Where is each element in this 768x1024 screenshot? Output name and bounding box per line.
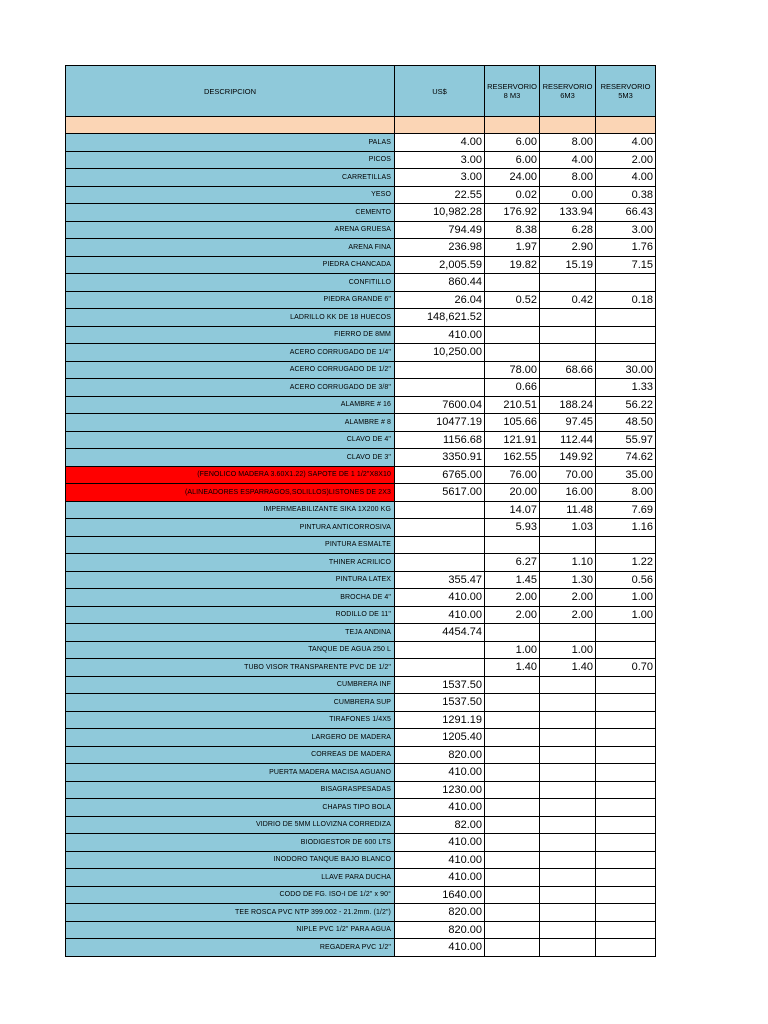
description-cell[interactable]: REGADERA PVC 1/2": [66, 939, 395, 957]
uss-cell[interactable]: 794.49: [395, 221, 485, 239]
table-row: [66, 606, 656, 624]
table-row: [66, 694, 656, 712]
reservorio-8m3-cell[interactable]: [485, 816, 540, 834]
reservorio-6m3-cell[interactable]: [540, 676, 596, 694]
uss-cell[interactable]: 3.00: [395, 169, 485, 187]
empty-cell[interactable]: [596, 117, 656, 134]
reservorio-6m3-cell[interactable]: 0.42: [540, 291, 596, 309]
reservorio-6m3-cell[interactable]: [540, 781, 596, 799]
description-cell[interactable]: THINER ACRILICO: [66, 554, 395, 572]
description-cell[interactable]: CUMBRERA SUP: [66, 694, 395, 712]
reservorio-8m3-cell[interactable]: 1.40: [485, 659, 540, 677]
uss-cell[interactable]: 3350.91: [395, 449, 485, 467]
reservorio-6m3-cell[interactable]: [540, 536, 596, 554]
uss-cell[interactable]: [395, 519, 485, 537]
reservorio-5m3-cell[interactable]: [596, 326, 656, 344]
table-row: [66, 799, 656, 817]
reservorio-6m3-cell[interactable]: 97.45: [540, 414, 596, 432]
reservorio-6m3-cell[interactable]: [540, 711, 596, 729]
uss-cell[interactable]: 1640.00: [395, 886, 485, 904]
spacer-row: [66, 117, 656, 134]
reservorio-5m3-cell[interactable]: [596, 694, 656, 712]
reservorio-6m3-cell[interactable]: [540, 694, 596, 712]
uss-cell[interactable]: 1537.50: [395, 676, 485, 694]
empty-cell[interactable]: [540, 117, 596, 134]
table-row: [66, 221, 656, 239]
reservorio-8m3-cell[interactable]: 6.00: [485, 134, 540, 152]
table-row: [66, 729, 656, 747]
reservorio-5m3-cell[interactable]: 0.18: [596, 291, 656, 309]
description-cell[interactable]: (ALINEADORES ESPARRAGOS,SOLILLOS)LISTONES DE 2X3: [66, 484, 395, 502]
header-reservorio-6m3[interactable]: RESERVORIO 6M3: [540, 66, 596, 117]
reservorio-8m3-cell[interactable]: 176.92: [485, 204, 540, 222]
uss-cell[interactable]: [395, 659, 485, 677]
uss-cell[interactable]: 22.55: [395, 186, 485, 204]
reservorio-6m3-cell[interactable]: 1.10: [540, 554, 596, 572]
description-cell[interactable]: CODO DE FG. ISO-I DE 1/2" x 90°: [66, 886, 395, 904]
header-reservorio-8m3[interactable]: RESERVORIO 8 M3: [485, 66, 540, 117]
table-row: [66, 396, 656, 414]
reservorio-5m3-cell[interactable]: 7.15: [596, 256, 656, 274]
description-cell[interactable]: ACERO CORRUGADO DE 1/2": [66, 361, 395, 379]
reservorio-5m3-cell[interactable]: 1.16: [596, 519, 656, 537]
reservorio-8m3-cell[interactable]: 19.82: [485, 256, 540, 274]
reservorio-6m3-cell[interactable]: [540, 746, 596, 764]
table-row: [66, 204, 656, 222]
description-cell[interactable]: PUERTA MADERA MACISA AGUANO: [66, 764, 395, 782]
reservorio-8m3-cell[interactable]: 20.00: [485, 484, 540, 502]
reservorio-8m3-cell[interactable]: 1.45: [485, 571, 540, 589]
uss-cell[interactable]: 820.00: [395, 921, 485, 939]
reservorio-8m3-cell[interactable]: 78.00: [485, 361, 540, 379]
reservorio-6m3-cell[interactable]: 2.00: [540, 589, 596, 607]
reservorio-8m3-cell[interactable]: [485, 869, 540, 887]
reservorio-5m3-cell[interactable]: 3.00: [596, 221, 656, 239]
reservorio-6m3-cell[interactable]: [540, 886, 596, 904]
reservorio-5m3-cell[interactable]: 1.33: [596, 379, 656, 397]
reservorio-8m3-cell[interactable]: [485, 781, 540, 799]
reservorio-6m3-cell[interactable]: 4.00: [540, 151, 596, 169]
uss-cell[interactable]: 410.00: [395, 589, 485, 607]
description-cell[interactable]: PINTURA LATEX: [66, 571, 395, 589]
reservorio-5m3-cell[interactable]: 1.22: [596, 554, 656, 572]
empty-cell[interactable]: [66, 117, 395, 134]
reservorio-8m3-cell[interactable]: 162.55: [485, 449, 540, 467]
reservorio-6m3-cell[interactable]: [540, 274, 596, 292]
reservorio-8m3-cell[interactable]: 24.00: [485, 169, 540, 187]
reservorio-6m3-cell[interactable]: 1.30: [540, 571, 596, 589]
reservorio-6m3-cell[interactable]: 6.28: [540, 221, 596, 239]
header-descripcion[interactable]: DESCRIPCION: [66, 66, 395, 117]
materials-table: [65, 65, 656, 957]
reservorio-8m3-cell[interactable]: [485, 764, 540, 782]
reservorio-5m3-cell[interactable]: [596, 781, 656, 799]
reservorio-8m3-cell[interactable]: [485, 921, 540, 939]
reservorio-5m3-cell[interactable]: [596, 309, 656, 327]
table-row: [66, 904, 656, 922]
reservorio-5m3-cell[interactable]: [596, 746, 656, 764]
uss-cell[interactable]: [395, 379, 485, 397]
reservorio-6m3-cell[interactable]: 2.00: [540, 606, 596, 624]
reservorio-8m3-cell[interactable]: [485, 834, 540, 852]
table-row: [66, 344, 656, 362]
uss-cell[interactable]: 236.98: [395, 239, 485, 257]
description-cell[interactable]: ARENA GRUESA: [66, 221, 395, 239]
table-row: [66, 676, 656, 694]
table-row: [66, 186, 656, 204]
table-row: [66, 781, 656, 799]
uss-cell[interactable]: 860.44: [395, 274, 485, 292]
reservorio-6m3-cell[interactable]: [540, 344, 596, 362]
reservorio-5m3-cell[interactable]: [596, 624, 656, 642]
description-cell[interactable]: BROCHA DE 4": [66, 589, 395, 607]
uss-cell[interactable]: [395, 501, 485, 519]
description-cell[interactable]: CLAVO DE 4": [66, 431, 395, 449]
uss-cell[interactable]: [395, 361, 485, 379]
reservorio-5m3-cell[interactable]: 0.56: [596, 571, 656, 589]
uss-cell[interactable]: 10,250.00: [395, 344, 485, 362]
reservorio-8m3-cell[interactable]: [485, 746, 540, 764]
reservorio-6m3-cell[interactable]: [540, 851, 596, 869]
reservorio-6m3-cell[interactable]: [540, 309, 596, 327]
reservorio-5m3-cell[interactable]: 48.50: [596, 414, 656, 432]
table-row: [66, 169, 656, 187]
reservorio-8m3-cell[interactable]: 2.00: [485, 606, 540, 624]
reservorio-5m3-cell[interactable]: [596, 536, 656, 554]
description-cell[interactable]: CONFITILLO: [66, 274, 395, 292]
table-row: [66, 589, 656, 607]
reservorio-8m3-cell[interactable]: 105.66: [485, 414, 540, 432]
reservorio-6m3-cell[interactable]: 133.94: [540, 204, 596, 222]
table-row: [66, 431, 656, 449]
uss-cell[interactable]: 4.00: [395, 134, 485, 152]
uss-cell[interactable]: 410.00: [395, 799, 485, 817]
reservorio-6m3-cell[interactable]: 70.00: [540, 466, 596, 484]
table-row: [66, 466, 656, 484]
reservorio-8m3-cell[interactable]: [485, 886, 540, 904]
description-cell[interactable]: LADRILLO KK DE 18 HUECOS: [66, 309, 395, 327]
table-row: [66, 816, 656, 834]
description-cell[interactable]: ACERO CORRUGADO DE 1/4": [66, 344, 395, 362]
uss-cell[interactable]: [395, 554, 485, 572]
description-cell[interactable]: CUMBRERA INF: [66, 676, 395, 694]
uss-cell[interactable]: 410.00: [395, 764, 485, 782]
table-row: [66, 309, 656, 327]
reservorio-6m3-cell[interactable]: [540, 816, 596, 834]
uss-cell[interactable]: 410.00: [395, 939, 485, 957]
reservorio-8m3-cell[interactable]: 6.27: [485, 554, 540, 572]
reservorio-6m3-cell[interactable]: 15.19: [540, 256, 596, 274]
empty-cell[interactable]: [395, 117, 485, 134]
reservorio-8m3-cell[interactable]: 0.66: [485, 379, 540, 397]
uss-cell[interactable]: [395, 536, 485, 554]
uss-cell[interactable]: 5617.00: [395, 484, 485, 502]
reservorio-5m3-cell[interactable]: 8.00: [596, 484, 656, 502]
header-row: [66, 66, 656, 117]
table-row: [66, 536, 656, 554]
reservorio-6m3-cell[interactable]: 8.00: [540, 169, 596, 187]
description-cell[interactable]: TUBO VISOR TRANSPARENTE PVC DE 1/2": [66, 659, 395, 677]
reservorio-5m3-cell[interactable]: 0.38: [596, 186, 656, 204]
reservorio-6m3-cell[interactable]: 1.40: [540, 659, 596, 677]
header-reservorio-5m3[interactable]: RESERVORIO 5M3: [596, 66, 656, 117]
reservorio-8m3-cell[interactable]: 5.93: [485, 519, 540, 537]
description-cell[interactable]: PIEDRA CHANCADA: [66, 256, 395, 274]
reservorio-8m3-cell[interactable]: [485, 711, 540, 729]
reservorio-5m3-cell[interactable]: [596, 764, 656, 782]
header-uss[interactable]: US$: [395, 66, 485, 117]
reservorio-5m3-cell[interactable]: [596, 711, 656, 729]
description-cell[interactable]: PINTURA ESMALTE: [66, 536, 395, 554]
uss-cell[interactable]: 6765.00: [395, 466, 485, 484]
description-cell[interactable]: ARENA FINA: [66, 239, 395, 257]
description-cell[interactable]: LARGERO DE MADERA: [66, 729, 395, 747]
reservorio-6m3-cell[interactable]: [540, 799, 596, 817]
reservorio-5m3-cell[interactable]: 56.22: [596, 396, 656, 414]
description-cell[interactable]: ACERO CORRUGADO DE 3/8": [66, 379, 395, 397]
reservorio-6m3-cell[interactable]: [540, 921, 596, 939]
uss-cell[interactable]: 3.00: [395, 151, 485, 169]
uss-cell[interactable]: 1156.68: [395, 431, 485, 449]
table-row: [66, 554, 656, 572]
reservorio-6m3-cell[interactable]: 188.24: [540, 396, 596, 414]
reservorio-5m3-cell[interactable]: [596, 799, 656, 817]
table-row: [66, 134, 656, 152]
table-row: [66, 834, 656, 852]
uss-cell[interactable]: 355.47: [395, 571, 485, 589]
uss-cell[interactable]: 410.00: [395, 869, 485, 887]
reservorio-8m3-cell[interactable]: 0.52: [485, 291, 540, 309]
table-row: [66, 869, 656, 887]
reservorio-6m3-cell[interactable]: [540, 729, 596, 747]
reservorio-8m3-cell[interactable]: [485, 676, 540, 694]
uss-cell[interactable]: 10,982.28: [395, 204, 485, 222]
table-row: [66, 239, 656, 257]
table-row: [66, 764, 656, 782]
uss-cell[interactable]: 82.00: [395, 816, 485, 834]
table-row: [66, 256, 656, 274]
reservorio-6m3-cell[interactable]: 16.00: [540, 484, 596, 502]
description-cell[interactable]: CHAPAS TIPO BOLA: [66, 799, 395, 817]
empty-cell[interactable]: [485, 117, 540, 134]
description-cell[interactable]: FIERRO DE 8MM: [66, 326, 395, 344]
description-cell[interactable]: ALAMBRE # 8: [66, 414, 395, 432]
reservorio-6m3-cell[interactable]: [540, 379, 596, 397]
table-row: [66, 361, 656, 379]
reservorio-6m3-cell[interactable]: 1.00: [540, 641, 596, 659]
reservorio-5m3-cell[interactable]: [596, 851, 656, 869]
uss-cell[interactable]: 7600.04: [395, 396, 485, 414]
uss-cell[interactable]: 4454.74: [395, 624, 485, 642]
reservorio-5m3-cell[interactable]: [596, 869, 656, 887]
reservorio-8m3-cell[interactable]: [485, 851, 540, 869]
reservorio-8m3-cell[interactable]: 8.38: [485, 221, 540, 239]
description-cell[interactable]: INODORO TANQUE BAJO BLANCO: [66, 851, 395, 869]
description-cell[interactable]: PALAS: [66, 134, 395, 152]
uss-cell[interactable]: 1291.19: [395, 711, 485, 729]
description-cell[interactable]: TIRAFONES 1/4X5: [66, 711, 395, 729]
uss-cell[interactable]: 1537.50: [395, 694, 485, 712]
uss-cell[interactable]: 10477.19: [395, 414, 485, 432]
table-row: [66, 659, 656, 677]
reservorio-6m3-cell[interactable]: [540, 904, 596, 922]
table-row: [66, 939, 656, 957]
reservorio-6m3-cell[interactable]: [540, 834, 596, 852]
reservorio-8m3-cell[interactable]: 76.00: [485, 466, 540, 484]
uss-cell[interactable]: 148,621.52: [395, 309, 485, 327]
reservorio-5m3-cell[interactable]: [596, 921, 656, 939]
uss-cell[interactable]: 820.00: [395, 746, 485, 764]
reservorio-6m3-cell[interactable]: 2.90: [540, 239, 596, 257]
reservorio-6m3-cell[interactable]: [540, 869, 596, 887]
reservorio-5m3-cell[interactable]: 4.00: [596, 169, 656, 187]
reservorio-5m3-cell[interactable]: 30.00: [596, 361, 656, 379]
reservorio-6m3-cell[interactable]: 149.92: [540, 449, 596, 467]
uss-cell[interactable]: 410.00: [395, 851, 485, 869]
reservorio-6m3-cell[interactable]: 68.66: [540, 361, 596, 379]
table-row: [66, 624, 656, 642]
reservorio-8m3-cell[interactable]: 0.02: [485, 186, 540, 204]
reservorio-5m3-cell[interactable]: [596, 344, 656, 362]
reservorio-5m3-cell[interactable]: [596, 886, 656, 904]
description-cell[interactable]: CLAVO DE 3": [66, 449, 395, 467]
description-cell[interactable]: PICOS: [66, 151, 395, 169]
reservorio-6m3-cell[interactable]: [540, 939, 596, 957]
description-cell[interactable]: LLAVE PARA DUCHA: [66, 869, 395, 887]
table-row: [66, 151, 656, 169]
uss-cell[interactable]: 1205.40: [395, 729, 485, 747]
reservorio-6m3-cell[interactable]: 8.00: [540, 134, 596, 152]
table-row: [66, 711, 656, 729]
reservorio-5m3-cell[interactable]: 66.43: [596, 204, 656, 222]
reservorio-6m3-cell[interactable]: 11.48: [540, 501, 596, 519]
reservorio-8m3-cell[interactable]: [485, 624, 540, 642]
reservorio-5m3-cell[interactable]: [596, 274, 656, 292]
table-row: [66, 921, 656, 939]
description-cell[interactable]: PINTURA ANTICORROSIVA: [66, 519, 395, 537]
description-cell[interactable]: VIDRIO DE 5MM LLOVIZNA CORREDIZA: [66, 816, 395, 834]
table-row: [66, 519, 656, 537]
description-cell[interactable]: RODILLO DE 11": [66, 606, 395, 624]
description-cell[interactable]: TEJA ANDINA: [66, 624, 395, 642]
table-row: [66, 449, 656, 467]
reservorio-8m3-cell[interactable]: 121.91: [485, 431, 540, 449]
reservorio-8m3-cell[interactable]: [485, 799, 540, 817]
reservorio-8m3-cell[interactable]: 14.07: [485, 501, 540, 519]
description-cell[interactable]: TANQUE DE AGUA 250 L: [66, 641, 395, 659]
table-row: [66, 571, 656, 589]
reservorio-5m3-cell[interactable]: 0.70: [596, 659, 656, 677]
reservorio-6m3-cell[interactable]: 112.44: [540, 431, 596, 449]
table-row: [66, 501, 656, 519]
reservorio-5m3-cell[interactable]: 35.00: [596, 466, 656, 484]
description-cell[interactable]: CORREAS DE MADERA: [66, 746, 395, 764]
reservorio-5m3-cell[interactable]: 4.00: [596, 134, 656, 152]
reservorio-8m3-cell[interactable]: [485, 326, 540, 344]
uss-cell[interactable]: 410.00: [395, 606, 485, 624]
table-row: [66, 484, 656, 502]
reservorio-8m3-cell[interactable]: 6.00: [485, 151, 540, 169]
reservorio-8m3-cell[interactable]: [485, 729, 540, 747]
uss-cell[interactable]: 820.00: [395, 904, 485, 922]
reservorio-8m3-cell[interactable]: 2.00: [485, 589, 540, 607]
reservorio-8m3-cell[interactable]: 1.97: [485, 239, 540, 257]
reservorio-8m3-cell[interactable]: [485, 344, 540, 362]
table-row: [66, 326, 656, 344]
reservorio-6m3-cell[interactable]: [540, 326, 596, 344]
reservorio-5m3-cell[interactable]: 1.76: [596, 239, 656, 257]
reservorio-5m3-cell[interactable]: 2.00: [596, 151, 656, 169]
description-cell[interactable]: IMPERMEABILIZANTE SIKA 1X200 KG: [66, 501, 395, 519]
reservorio-8m3-cell[interactable]: 210.51: [485, 396, 540, 414]
reservorio-5m3-cell[interactable]: [596, 904, 656, 922]
table-row: [66, 641, 656, 659]
reservorio-5m3-cell[interactable]: 55.97: [596, 431, 656, 449]
uss-cell[interactable]: 410.00: [395, 326, 485, 344]
reservorio-6m3-cell[interactable]: [540, 764, 596, 782]
description-cell[interactable]: BIODIGESTOR DE 600 LTS: [66, 834, 395, 852]
table-row: [66, 851, 656, 869]
table-row: [66, 746, 656, 764]
reservorio-5m3-cell[interactable]: [596, 676, 656, 694]
reservorio-8m3-cell[interactable]: 1.00: [485, 641, 540, 659]
description-cell[interactable]: BISAGRASPESADAS: [66, 781, 395, 799]
table-row: [66, 886, 656, 904]
reservorio-8m3-cell[interactable]: [485, 274, 540, 292]
description-cell[interactable]: YESO: [66, 186, 395, 204]
uss-cell[interactable]: [395, 641, 485, 659]
description-cell[interactable]: PIEDRA GRANDE 6": [66, 291, 395, 309]
table-row: [66, 274, 656, 292]
reservorio-8m3-cell[interactable]: [485, 309, 540, 327]
table-row: [66, 414, 656, 432]
description-cell[interactable]: ALAMBRE # 16: [66, 396, 395, 414]
reservorio-5m3-cell[interactable]: [596, 834, 656, 852]
reservorio-5m3-cell[interactable]: 1.00: [596, 589, 656, 607]
reservorio-5m3-cell[interactable]: [596, 729, 656, 747]
uss-cell[interactable]: 2,005.59: [395, 256, 485, 274]
reservorio-8m3-cell[interactable]: [485, 536, 540, 554]
description-cell[interactable]: CARRETILLAS: [66, 169, 395, 187]
reservorio-6m3-cell[interactable]: 1.03: [540, 519, 596, 537]
reservorio-6m3-cell[interactable]: 0.00: [540, 186, 596, 204]
table-row: [66, 291, 656, 309]
reservorio-8m3-cell[interactable]: [485, 904, 540, 922]
uss-cell[interactable]: 26.04: [395, 291, 485, 309]
uss-cell[interactable]: 410.00: [395, 834, 485, 852]
reservorio-5m3-cell[interactable]: [596, 939, 656, 957]
reservorio-6m3-cell[interactable]: [540, 624, 596, 642]
reservorio-8m3-cell[interactable]: [485, 694, 540, 712]
reservorio-5m3-cell[interactable]: 1.00: [596, 606, 656, 624]
description-cell[interactable]: (FENOLICO MADERA 3.60X1.22) SAPOTE DE 1 1/2"X8X10: [66, 466, 395, 484]
reservorio-5m3-cell[interactable]: 74.62: [596, 449, 656, 467]
reservorio-5m3-cell[interactable]: 7.69: [596, 501, 656, 519]
reservorio-5m3-cell[interactable]: [596, 816, 656, 834]
reservorio-8m3-cell[interactable]: [485, 939, 540, 957]
reservorio-5m3-cell[interactable]: [596, 641, 656, 659]
description-cell[interactable]: TEE ROSCA PVC NTP 399.002 - 21.2mm. (1/2"): [66, 904, 395, 922]
description-cell[interactable]: CEMENTO: [66, 204, 395, 222]
description-cell[interactable]: NIPLE PVC 1/2" PARA AGUA: [66, 921, 395, 939]
uss-cell[interactable]: 1230.00: [395, 781, 485, 799]
table-row: [66, 379, 656, 397]
